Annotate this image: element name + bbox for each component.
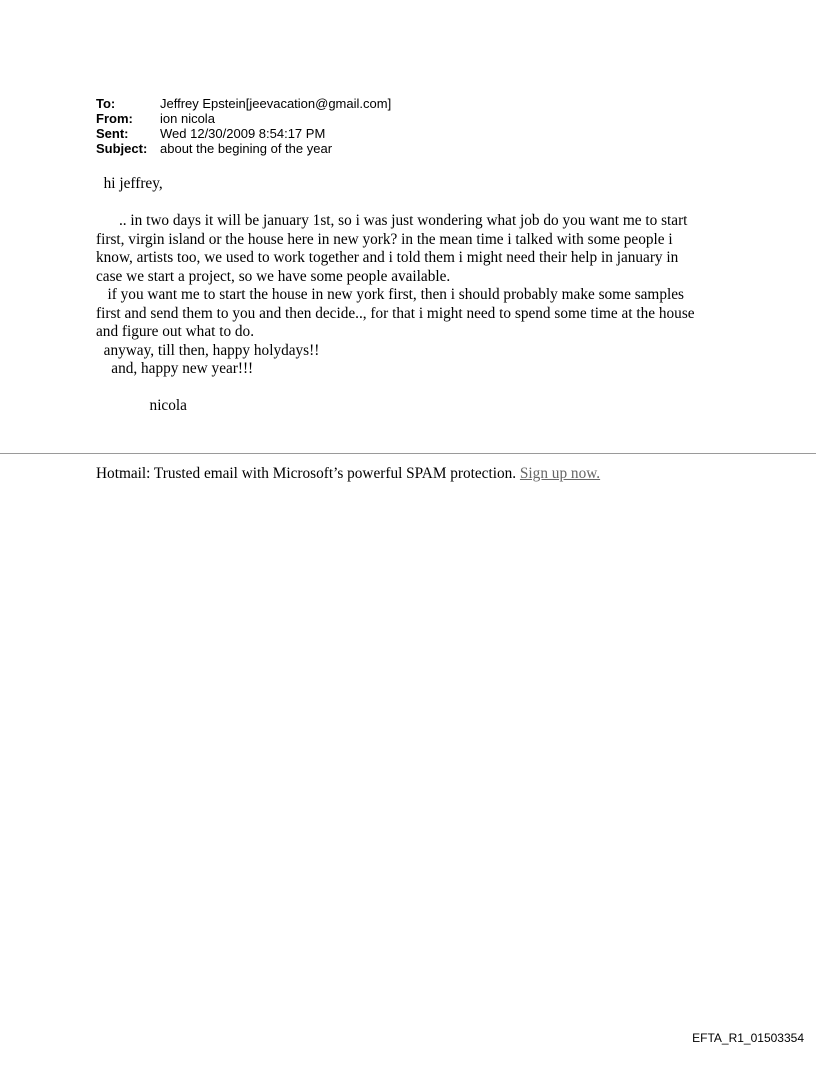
body-line: and figure out what to do.	[96, 323, 255, 340]
body-line: .. in two days it will be january 1st, so i was just wondering what job do you want me to start	[96, 212, 688, 229]
to-row	[96, 96, 391, 111]
to-label: To:	[96, 96, 116, 111]
sent-row	[96, 126, 391, 141]
sent-label: Sent:	[96, 126, 129, 141]
from-row	[96, 111, 391, 126]
body-line: anyway, till then, happy holydays!!	[96, 341, 320, 359]
email-header	[96, 96, 391, 156]
body-line	[96, 379, 736, 398]
body-line: case we start a project, so we have some people available.	[96, 267, 451, 285]
document-id: EFTA_R1_01503354	[692, 1031, 804, 1045]
body-line: nicola	[96, 397, 187, 414]
body-line: know, artists too, we used to work together and i told them i might need their help in january in	[96, 249, 679, 266]
footer-divider	[0, 453, 816, 454]
body-line: first, virgin island or the house here in new york? in the mean time i talked with some people i	[96, 230, 673, 248]
sign-up-link[interactable]: Sign up now.	[519, 465, 601, 482]
body-line: hi jeffrey,	[96, 175, 163, 192]
to-value: Jeffrey Epstein[jeevacation@gmail.com]	[160, 96, 392, 111]
footer-text: Hotmail: Trusted email with Microsoft’s powerful SPAM protection.	[96, 465, 520, 482]
from-label: From:	[96, 111, 133, 126]
subject-label: Subject:	[96, 141, 148, 156]
sent-value: Wed 12/30/2009 8:54:17 PM	[160, 126, 326, 141]
email-footer	[96, 465, 600, 483]
subject-value: about the begining of the year	[160, 141, 333, 156]
subject-row	[96, 141, 391, 156]
body-line: if you want me to start the house in new york first, then i should probably make some samples	[96, 286, 684, 303]
body-line	[96, 194, 736, 213]
email-body	[96, 175, 736, 416]
body-line: first and send them to you and then decide.., for that i might need to spend some time at the house	[96, 304, 695, 322]
body-line: and, happy new year!!!	[96, 360, 254, 377]
from-value: ion nicola	[160, 111, 215, 126]
